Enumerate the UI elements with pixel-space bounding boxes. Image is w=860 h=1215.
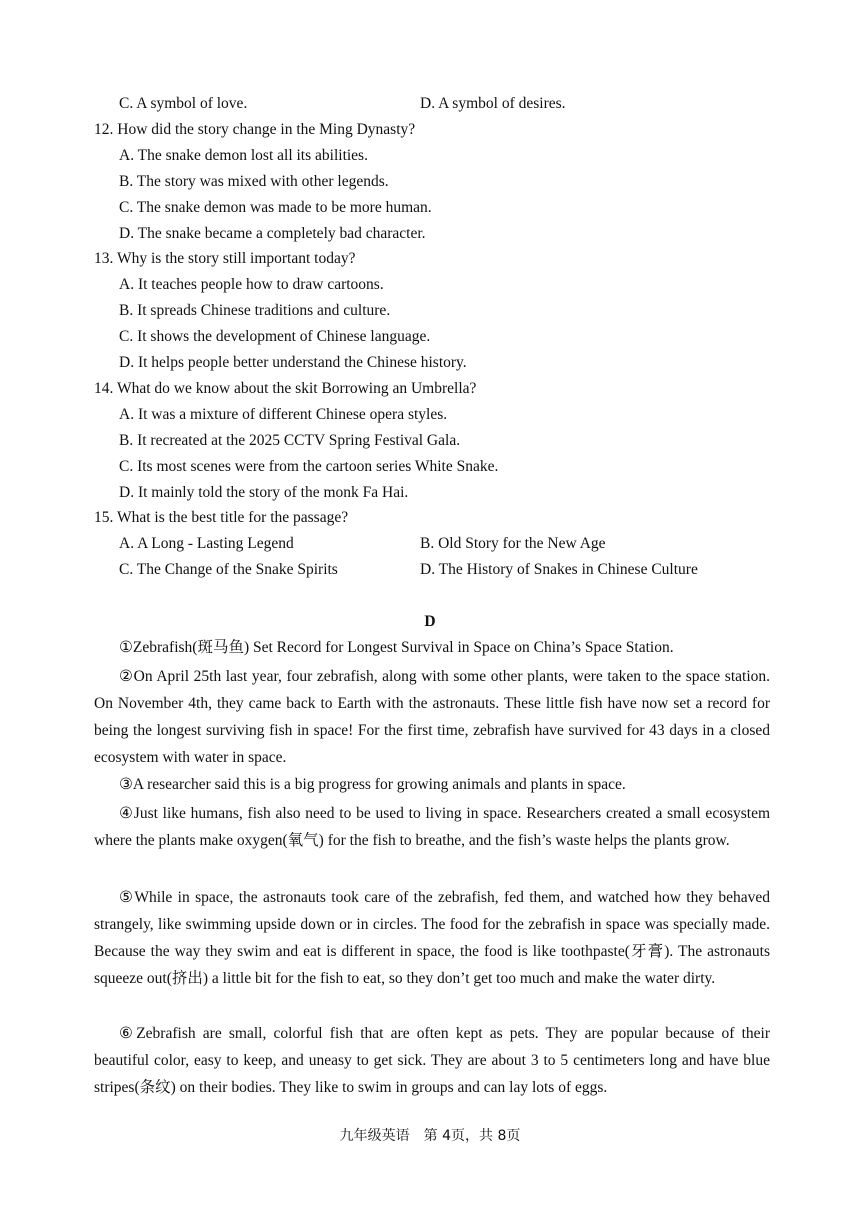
passage-paragraph-3: ③A researcher said this is a big progress for growing animals and plants in space. (119, 776, 626, 793)
q13-option-a: A. It teaches people how to draw cartoons. (119, 276, 384, 293)
q13-option-b: B. It spreads Chinese traditions and culture. (119, 302, 391, 319)
q11-option-d: D. A symbol of desires. (420, 95, 566, 112)
passage-paragraph-4: ④Just like humans, fish also need to be used to living in space. Researchers created a small ecosystem where the plants make oxygen(氧气) for the fish to breathe, and the fish’s waste helps the plants grow. (94, 805, 770, 849)
q15-option-d: D. The History of Snakes in Chinese Culture (420, 561, 698, 578)
q12-option-a: A. The snake demon lost all its abilities. (119, 147, 368, 164)
q14-option-b: B. It recreated at the 2025 CCTV Spring Festival Gala. (119, 432, 461, 449)
passage-paragraph-6: ⑥Zebrafish are small, colorful fish that are often kept as pets. They are popular because of their beautiful color, easy to keep, and uneasy to get sick. They are about 3 to 5 centimeters long and have blue stripes(条纹) on their bodies. They like to swim in groups and can lay lots of eggs. (94, 1025, 770, 1096)
q14-option-d: D. It mainly told the story of the monk Fa Hai. (119, 484, 409, 501)
q15-option-c: C. The Change of the Snake Spirits (119, 561, 338, 578)
q15-option-a: A. A Long - Lasting Legend (119, 535, 294, 552)
q13-option-c: C. It shows the development of Chinese language. (119, 328, 431, 345)
q12-option-d: D. The snake became a completely bad character. (119, 225, 426, 242)
q14-option-a: A. It was a mixture of different Chinese opera styles. (119, 406, 448, 423)
q15-option-b: B. Old Story for the New Age (420, 535, 606, 552)
passage-paragraph-5: ⑤While in space, the astronauts took care of the zebrafish, fed them, and watched how they behaved strangely, like swimming upside down or in circles. The food for the zebrafish in space was specially made. Because the way they swim and eat is different in space, the food is like toothpaste(牙膏). The astronauts squeeze out(挤出) a little bit for the fish to eat, so they don’t get too much and make the water dirty. (94, 889, 770, 987)
q12-option-b: B. The story was mixed with other legends. (119, 173, 389, 190)
q14-stem: 14. What do we know about the skit Borrowing an Umbrella? (94, 380, 477, 397)
page-footer: 九年级英语 第 4页，共 8页 (339, 1128, 521, 1144)
q13-stem: 13. Why is the story still important today? (94, 250, 356, 267)
section-d-title: D (424, 613, 436, 630)
q15-stem: 15. What is the best title for the passage? (94, 509, 349, 526)
q13-option-d: D. It helps people better understand the Chinese history. (119, 354, 467, 371)
q11-option-c: C. A symbol of love. (119, 95, 248, 112)
passage-paragraph-1: ①Zebrafish(斑马鱼) Set Record for Longest Survival in Space on China’s Space Station. (119, 639, 674, 656)
passage-paragraph-2: ②On April 25th last year, four zebrafish, along with some other plants, were taken to the space station. On November 4th, they came back to Earth with the astronauts. These little fish have now set a record for being the longest surviving fish in space! For the first time, zebrafish have survived for 43 days in a closed ecosystem with water in space. (94, 668, 770, 766)
q14-option-c: C. Its most scenes were from the cartoon series White Snake. (119, 458, 499, 475)
q12-stem: 12. How did the story change in the Ming Dynasty? (94, 121, 416, 138)
q12-option-c: C. The snake demon was made to be more human. (119, 199, 432, 216)
